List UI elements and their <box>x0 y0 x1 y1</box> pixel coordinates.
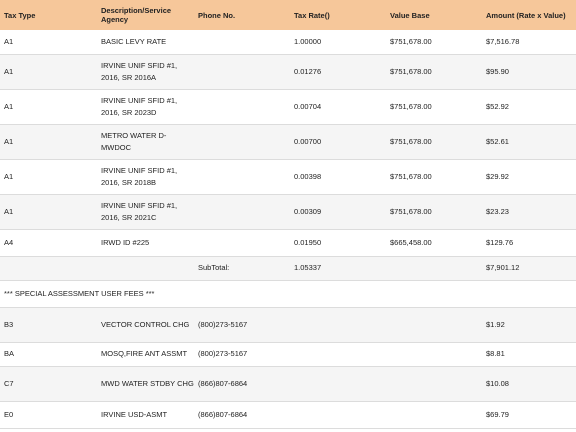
header-description: Description/Service Agency <box>101 6 172 24</box>
cell-tax-rate <box>290 366 386 401</box>
cell-tax-rate <box>290 342 386 366</box>
cell-tax-type: A1 <box>4 136 14 146</box>
header-phone: Phone No. <box>198 10 236 20</box>
cell-amount: $52.92 <box>486 101 509 111</box>
cell-tax-rate: 0.00704 <box>294 101 322 111</box>
cell-value-base <box>386 401 482 428</box>
table-row <box>0 229 576 256</box>
cell-description: IRVINE UNIF SFID #1, 2016, SR 2018B <box>101 165 178 187</box>
cell-value-base: $751,678.00 <box>390 136 432 146</box>
cell-value-base: $665,458.00 <box>390 237 432 247</box>
cell-amount: $52.61 <box>486 136 509 146</box>
cell-amount: $7,516.78 <box>486 36 520 46</box>
cell-tax-type: B3 <box>4 319 14 329</box>
cell-tax-type: A1 <box>4 66 14 76</box>
cell-tax-type: A1 <box>4 171 14 181</box>
header-tax-rate: Tax Rate() <box>294 10 330 20</box>
table-row <box>0 342 576 366</box>
cell-tax-rate: 0.00700 <box>294 136 322 146</box>
special-assessment-heading: *** SPECIAL ASSESSMENT USER FEES *** <box>4 288 155 298</box>
cell-tax-rate: 0.00398 <box>294 171 322 181</box>
table-row <box>0 124 576 159</box>
cell-tax-type: C7 <box>4 378 14 388</box>
table-row <box>0 30 576 54</box>
table-row <box>0 159 576 194</box>
cell-description: MWD WATER STDBY CHG <box>101 378 194 388</box>
cell-amount: $69.79 <box>486 409 509 419</box>
cell-tax-type: A1 <box>4 206 14 216</box>
table-row <box>0 307 576 342</box>
cell-phone <box>194 194 290 229</box>
cell-description: IRWD ID #225 <box>101 237 150 247</box>
section-header-row <box>0 280 576 307</box>
cell-value-base: $751,678.00 <box>390 36 432 46</box>
cell-phone <box>194 159 290 194</box>
cell-value-base: $751,678.00 <box>390 66 432 76</box>
cell-phone <box>194 89 290 124</box>
cell-value-base: $751,678.00 <box>390 206 432 216</box>
header-tax-type: Tax Type <box>4 10 36 20</box>
cell-tax-rate: 1.00000 <box>294 36 322 46</box>
cell-tax-rate: 0.01950 <box>294 237 322 247</box>
cell-phone: (800)273-5167 <box>198 319 248 329</box>
cell-tax-type: A1 <box>4 101 14 111</box>
cell-tax-type: E0 <box>4 409 14 419</box>
cell-phone <box>194 229 290 256</box>
table-row <box>0 366 576 401</box>
header-amount: Amount (Rate x Value) <box>486 10 566 20</box>
cell-description: IRVINE USD-ASMT <box>101 409 168 419</box>
cell-amount: $10.08 <box>486 378 509 388</box>
cell-description: MOSQ,FIRE ANT ASSMT <box>101 349 188 358</box>
cell-amount: $8.81 <box>486 349 505 358</box>
table-row <box>0 194 576 229</box>
table-row <box>0 54 576 89</box>
table-row <box>0 401 576 428</box>
cell-phone: (866)807-6864 <box>198 409 248 419</box>
cell-value-base <box>386 366 482 401</box>
cell-tax-type: BA <box>4 349 15 358</box>
cell-value-base: $751,678.00 <box>390 101 432 111</box>
header-value-base: Value Base <box>390 10 430 20</box>
cell-description: IRVINE UNIF SFID #1, 2016, SR 2023D <box>101 95 178 117</box>
subtotal-amount: $7,901.12 <box>486 263 520 272</box>
cell-amount: $23.23 <box>486 206 509 216</box>
cell-value-base: $751,678.00 <box>390 171 432 181</box>
cell-description: IRVINE UNIF SFID #1, 2016, SR 2021C <box>101 200 178 222</box>
cell-phone: (866)807-6864 <box>198 378 248 388</box>
cell-description: METRO WATER D-MWDOC <box>101 130 167 152</box>
cell-tax-rate: 0.01276 <box>294 66 322 76</box>
cell-description: VECTOR CONTROL CHG <box>101 319 190 329</box>
subtotal-label: SubTotal: <box>198 263 230 272</box>
table-row <box>0 89 576 124</box>
cell-amount: $1.92 <box>486 319 505 329</box>
cell-description: BASIC LEVY RATE <box>101 36 167 46</box>
cell-phone <box>194 30 290 54</box>
cell-phone <box>194 54 290 89</box>
cell-phone <box>194 124 290 159</box>
cell-tax-rate <box>290 307 386 342</box>
cell-description: IRVINE UNIF SFID #1, 2016, SR 2016A <box>101 60 178 82</box>
cell-phone: (800)273-5167 <box>198 349 248 358</box>
cell-tax-type: A4 <box>4 237 14 247</box>
cell-tax-rate: 0.00309 <box>294 206 322 216</box>
cell-tax-type: A1 <box>4 36 14 46</box>
table-header-row <box>0 0 576 30</box>
subtotal-row <box>0 256 576 280</box>
cell-amount: $129.76 <box>486 237 514 247</box>
cell-value-base <box>386 342 482 366</box>
cell-tax-rate <box>290 401 386 428</box>
cell-amount: $95.90 <box>486 66 509 76</box>
subtotal-rate: 1.05337 <box>294 263 322 272</box>
cell-value-base <box>386 307 482 342</box>
cell-amount: $29.92 <box>486 171 509 181</box>
